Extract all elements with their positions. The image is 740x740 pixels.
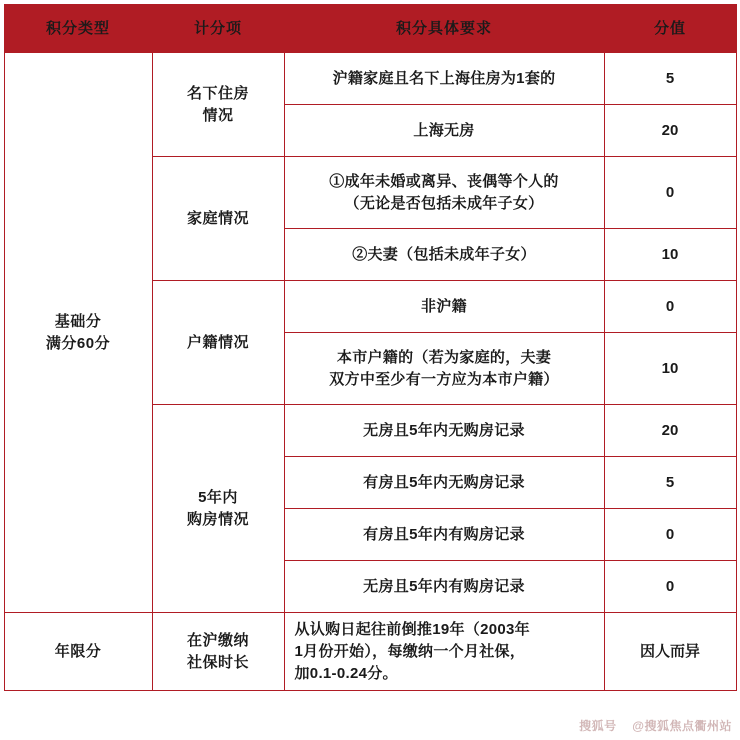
item-social-insurance-duration-line2: 社保时长 — [186, 653, 249, 671]
points-score-table — [4, 4, 737, 691]
value-cell: 20 — [604, 405, 736, 457]
item-housing-under-name-line1: 名下住房 — [186, 84, 249, 102]
item-housing-under-name — [152, 53, 284, 157]
item-household-registration — [152, 281, 284, 405]
requirement-line1: 本市户籍的（若为家庭的，夫妻 — [336, 348, 552, 366]
value-cell: 0 — [604, 509, 736, 561]
watermark-left: 搜狐号 — [579, 719, 617, 733]
item-family-status-line1: 家庭情况 — [186, 209, 249, 227]
requirement-line3: 加0.1-0.24分。 — [294, 664, 398, 682]
table-header — [4, 5, 736, 53]
value-cell: 20 — [604, 105, 736, 157]
value-cell: 10 — [604, 333, 736, 405]
requirement-cell: ②夫妻（包括未成年子女） — [284, 229, 604, 281]
value-cell: 0 — [604, 281, 736, 333]
value-cell: 10 — [604, 229, 736, 281]
item-housing-under-name-line2: 情况 — [202, 106, 234, 124]
requirement-line2: 1月份开始），每缴纳一个月社保， — [294, 642, 526, 660]
item-purchase-within-5-years-line2: 购房情况 — [186, 510, 249, 528]
requirement-line2: 双方中至少有一方应为本市户籍） — [329, 370, 559, 388]
requirement-cell: 沪籍家庭且名下上海住房为1套的 — [284, 53, 604, 105]
item-purchase-within-5-years — [152, 405, 284, 613]
requirement-cell — [284, 333, 604, 405]
requirement-cell: 上海无房 — [284, 105, 604, 157]
requirement-cell — [284, 157, 604, 229]
table-row — [4, 613, 736, 691]
requirement-line1: ①成年未婚或离异、丧偶等个人的 — [329, 172, 559, 190]
item-social-insurance-duration-line1: 在沪缴纳 — [186, 631, 249, 649]
requirement-cell: 有房且5年内有购房记录 — [284, 509, 604, 561]
group-type-basic-line2: 满分60分 — [45, 334, 111, 352]
watermark-right: @搜狐焦点衢州站 — [632, 719, 732, 733]
table-header-row — [4, 5, 736, 53]
item-social-insurance-duration — [152, 613, 284, 691]
item-purchase-within-5-years-line1: 5年内 — [198, 488, 238, 506]
requirement-cell: 有房且5年内无购房记录 — [284, 457, 604, 509]
requirement-cell: 无房且5年内无购房记录 — [284, 405, 604, 457]
column-header-value: 分值 — [604, 5, 736, 53]
group-type-basic — [4, 53, 152, 613]
watermark — [579, 717, 732, 734]
column-header-item: 计分项 — [152, 5, 284, 53]
table-row — [4, 53, 736, 105]
value-cell: 0 — [604, 157, 736, 229]
requirement-line2: （无论是否包括未成年子女） — [344, 194, 544, 212]
value-cell: 5 — [604, 53, 736, 105]
group-type-years: 年限分 — [4, 613, 152, 691]
item-household-registration-line1: 户籍情况 — [186, 333, 249, 351]
requirement-line1: 从认购日起往前倒推19年（2003年 — [294, 621, 530, 638]
item-family-status — [152, 157, 284, 281]
value-cell: 0 — [604, 561, 736, 613]
value-cell: 5 — [604, 457, 736, 509]
column-header-type: 积分类型 — [4, 5, 152, 53]
group-type-basic-line1: 基础分 — [54, 312, 102, 330]
requirement-cell: 非沪籍 — [284, 281, 604, 333]
value-cell: 因人而异 — [604, 613, 736, 691]
column-header-requirement: 积分具体要求 — [284, 5, 604, 53]
table-body — [4, 53, 736, 691]
requirement-cell: 无房且5年内有购房记录 — [284, 561, 604, 613]
requirement-cell — [284, 613, 604, 691]
